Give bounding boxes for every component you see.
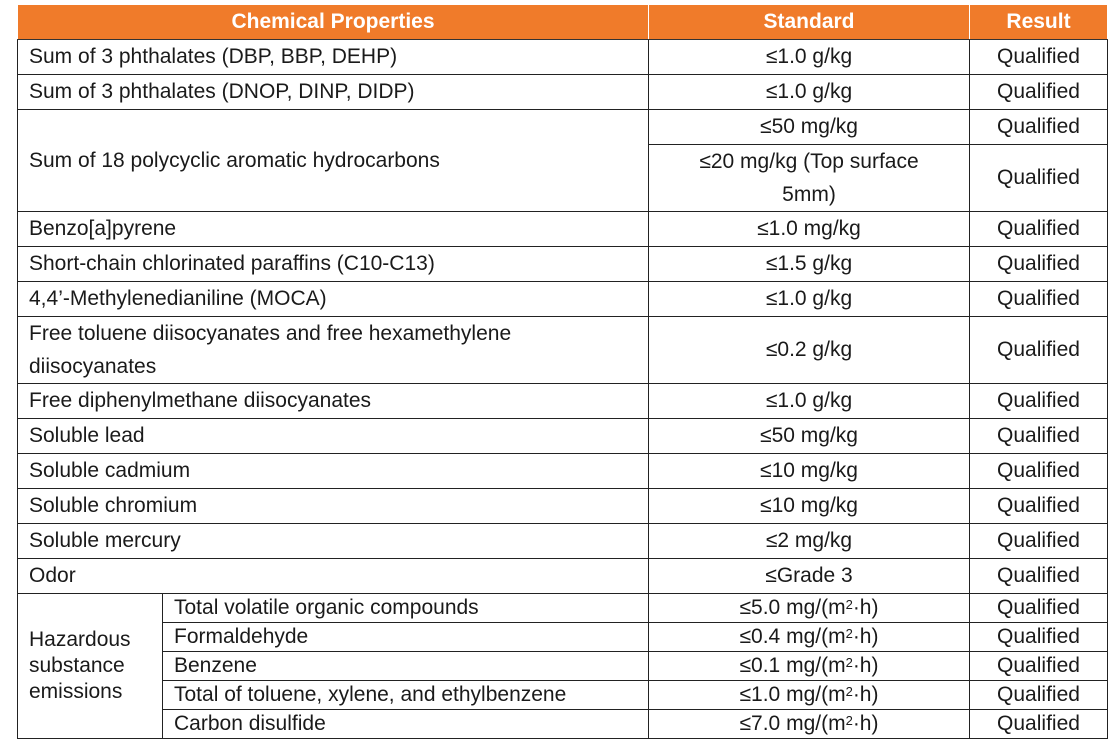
property-name: Short-chain chlorinated paraffins (C10-C13) [18, 247, 649, 282]
result-value: Qualified [970, 454, 1108, 489]
property-name: Sum of 3 phthalates (DNOP, DINP, DIDP) [18, 75, 649, 110]
table-row [18, 40, 1108, 75]
emission-name: Carbon disulfide [163, 710, 649, 739]
property-name: Sum of 18 polycyclic aromatic hydrocarbons [18, 110, 649, 212]
hazardous-group-label: Hazardous substance emissions [18, 594, 163, 739]
result-value: Qualified [970, 559, 1108, 594]
result-value: Qualified [970, 419, 1108, 454]
standard-value: ≤2 mg/kg [649, 524, 970, 559]
emission-name: Total of toluene, xylene, and ethylbenzene [163, 681, 649, 710]
result-value: Qualified [970, 212, 1108, 247]
standard-value: ≤10 mg/kg [649, 454, 970, 489]
emission-limit: ≤0.4 $mg/(m^2\cdot h)$ [649, 623, 970, 652]
table-row [18, 681, 1108, 710]
result-value: Qualified [970, 710, 1108, 739]
property-name: Soluble mercury [18, 524, 649, 559]
header-standard: Standard [649, 5, 970, 40]
property-name: Benzo[a]pyrene [18, 212, 649, 247]
result-value: Qualified [970, 384, 1108, 419]
table-row [18, 212, 1108, 247]
emission-name: Benzene [163, 652, 649, 681]
table-row [18, 317, 1108, 384]
table-row [18, 384, 1108, 419]
result-value: Qualified [970, 623, 1108, 652]
property-name: 4,4’-Methylenedianiline (MOCA) [18, 282, 649, 317]
emission-limit: ≤0.1 $mg/(m^2\cdot h)$ [649, 652, 970, 681]
result-value: Qualified [970, 145, 1108, 212]
result-value: Qualified [970, 75, 1108, 110]
result-value: Qualified [970, 652, 1108, 681]
standard-value: ≤Grade 3 [649, 559, 970, 594]
header-result: Result [970, 5, 1108, 40]
table-row [18, 419, 1108, 454]
table-row [18, 282, 1108, 317]
property-name: Sum of 3 phthalates (DBP, BBP, DEHP) [18, 40, 649, 75]
property-name: Soluble cadmium [18, 454, 649, 489]
table-row [18, 489, 1108, 524]
table-row [18, 623, 1108, 652]
emission-limit: ≤7.0 $mg/(m^2\cdot h)$ [649, 710, 970, 739]
property-name: Free toluene diisocyanates and free hexamethylene diisocyanates [18, 317, 649, 384]
table-row [18, 559, 1108, 594]
result-value: Qualified [970, 247, 1108, 282]
property-name: Soluble lead [18, 419, 649, 454]
header-chemical-properties: Chemical Properties [18, 5, 649, 40]
standard-value: ≤1.0 g/kg [649, 384, 970, 419]
standard-value: ≤1.5 g/kg [649, 247, 970, 282]
result-value: Qualified [970, 594, 1108, 623]
emission-name: Total volatile organic compounds [163, 594, 649, 623]
table-row [18, 524, 1108, 559]
emission-limit: ≤1.0 $mg/(m^2\cdot h)$ [649, 681, 970, 710]
property-name: Odor [18, 559, 649, 594]
table-row [18, 110, 1108, 145]
table-row [18, 75, 1108, 110]
table-row [18, 594, 1108, 623]
table-row [18, 652, 1108, 681]
property-name: Free diphenylmethane diisocyanates [18, 384, 649, 419]
property-name: Soluble chromium [18, 489, 649, 524]
table-row [18, 710, 1108, 739]
standard-value: ≤1.0 g/kg [649, 40, 970, 75]
result-value: Qualified [970, 681, 1108, 710]
standard-value: ≤1.0 mg/kg [649, 212, 970, 247]
emission-name: Formaldehyde [163, 623, 649, 652]
result-value: Qualified [970, 317, 1108, 384]
result-value: Qualified [970, 40, 1108, 75]
standard-value: ≤20 mg/kg (Top surface 5mm) [649, 145, 970, 212]
result-value: Qualified [970, 524, 1108, 559]
standard-value: ≤1.0 g/kg [649, 282, 970, 317]
standard-value: ≤10 mg/kg [649, 489, 970, 524]
result-value: Qualified [970, 282, 1108, 317]
table-row [18, 247, 1108, 282]
result-value: Qualified [970, 489, 1108, 524]
table-row [18, 454, 1108, 489]
header-row [18, 5, 1108, 40]
result-value: Qualified [970, 110, 1108, 145]
standard-value: ≤0.2 g/kg [649, 317, 970, 384]
standard-value: ≤50 mg/kg [649, 110, 970, 145]
standard-value: ≤50 mg/kg [649, 419, 970, 454]
chemical-properties-table [17, 4, 1108, 739]
emission-limit: ≤5.0 $mg/(m^2\cdot h)$ [649, 594, 970, 623]
standard-value: ≤1.0 g/kg [649, 75, 970, 110]
